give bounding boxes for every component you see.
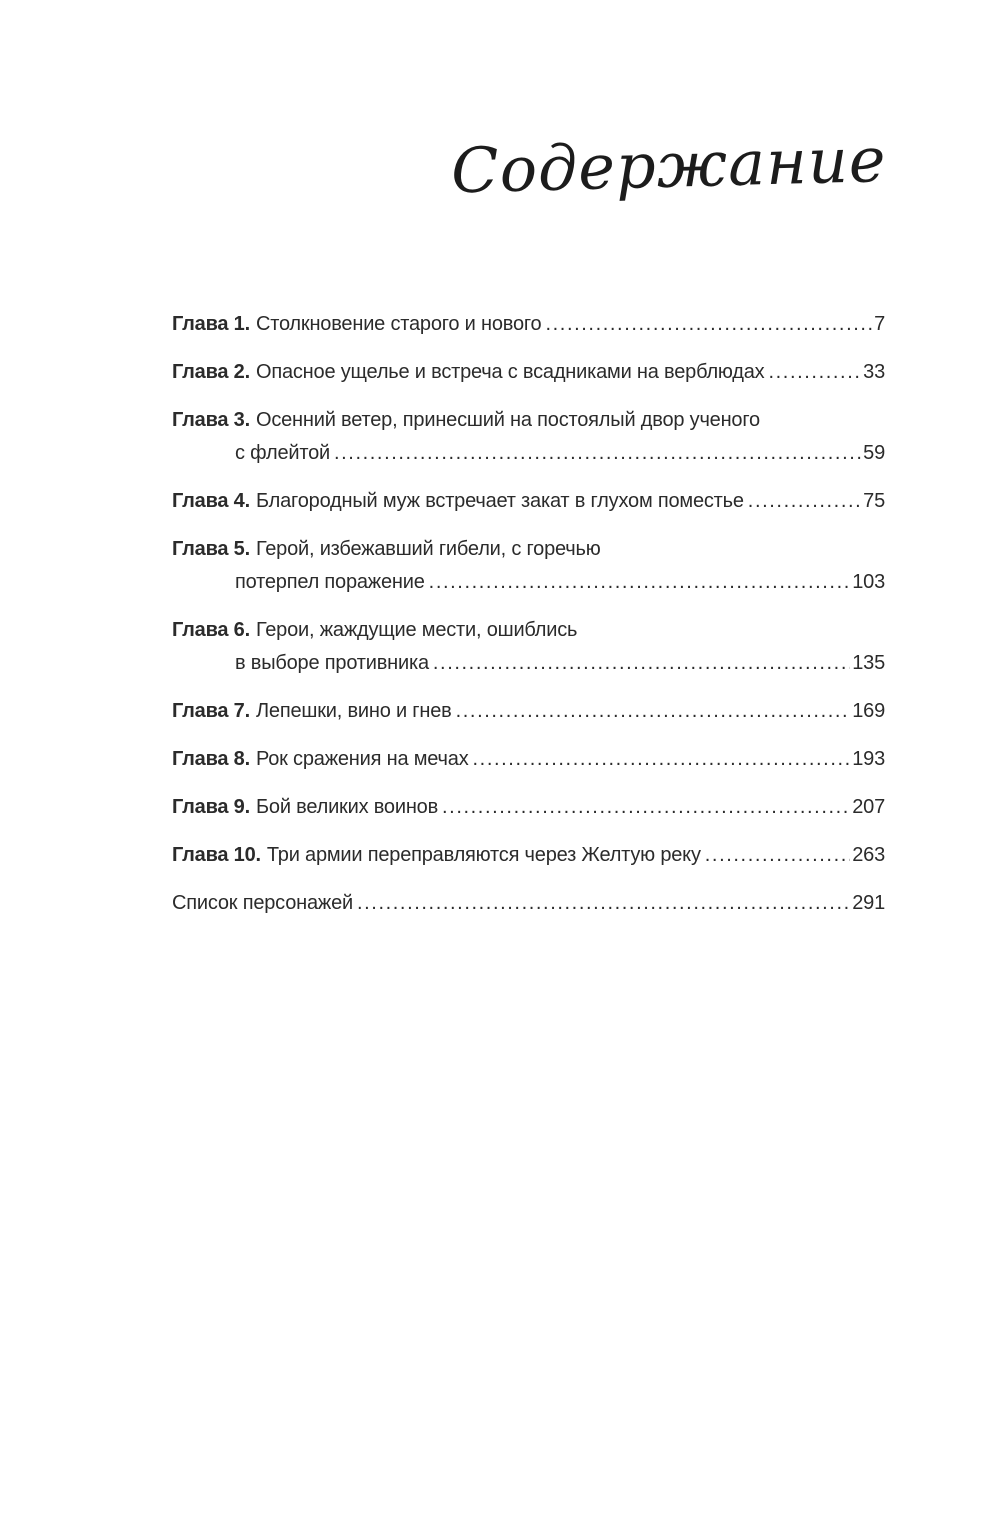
chapter-label: Глава 5. [172,538,250,560]
toc-entry-line [172,839,885,872]
toc-entry-line [172,791,885,824]
toc-entry-line [172,887,885,920]
page-number: 207 [852,796,885,818]
toc-entry [172,533,885,599]
chapter-label: Глава 4. [172,490,250,512]
dot-leader [705,839,850,872]
chapter-label: Глава 10. [172,844,261,866]
dot-leader [473,743,851,776]
dot-leader [357,887,850,920]
chapter-title-text: Бой великих воинов [255,796,439,818]
toc-entry-line [172,614,885,647]
toc-entry-line [172,404,885,437]
toc-entry-line [172,485,885,518]
toc-entry [172,743,885,776]
chapter-title-text: Герой, избежавший гибели, с горечью [255,538,601,560]
page-number: 193 [852,748,885,770]
page-number: 75 [863,490,885,512]
toc-entry [172,791,885,824]
chapter-label: Глава 7. [172,700,250,722]
dot-leader [545,308,872,341]
chapter-title-text: потерпел поражение [235,571,425,593]
toc-list [172,308,885,920]
chapter-title-text: Столкновение старого и нового [255,313,542,335]
dot-leader [456,695,851,728]
chapter-title-text: Благородный муж встречает закат в глухом поместье [255,490,744,512]
dot-leader [433,647,850,680]
toc-entry [172,839,885,872]
toc-entry-line [172,743,885,776]
chapter-label: Глава 1. [172,313,250,335]
toc-entry [172,308,885,341]
chapter-label: Глава 9. [172,796,250,818]
toc-entry [172,404,885,470]
page-number: 263 [852,844,885,866]
chapter-title-text: Список персонажей [172,892,353,914]
chapter-label: Глава 6. [172,619,250,641]
toc-entry-line [172,566,885,599]
toc-entry-line [172,647,885,680]
chapter-label: Глава 8. [172,748,250,770]
chapter-title-text: в выборе противника [235,652,429,674]
page-title: Содержание [450,122,888,208]
chapter-title-text: Рок сражения на мечах [255,748,469,770]
chapter-label: Глава 2. [172,361,250,383]
page-number: 59 [863,442,885,464]
dot-leader [334,437,861,470]
chapter-title-text: Три армии переправляются через Желтую реку [266,844,701,866]
page-number: 7 [874,313,885,335]
chapter-title-text: с флейтой [235,442,330,464]
toc-entry [172,695,885,728]
page-number: 169 [852,700,885,722]
toc-entry-line [172,356,885,389]
toc-entry [172,356,885,389]
toc-entry [172,485,885,518]
toc-entry-line [172,695,885,728]
chapter-title-text: Осенний ветер, принесший на постоялый двор ученого [255,409,760,431]
chapter-title-text: Герои, жаждущие мести, ошиблись [255,619,578,641]
page-number: 103 [852,571,885,593]
toc-entry [172,614,885,680]
dot-leader [748,485,861,518]
toc-entry [172,887,885,920]
toc-entry-line [172,437,885,470]
dot-leader [442,791,850,824]
chapter-label: Глава 3. [172,409,250,431]
page-number: 291 [852,892,885,914]
page-number: 33 [863,361,885,383]
page-number: 135 [852,652,885,674]
chapter-title-text: Опасное ущелье и встреча с всадниками на верблюдах [255,361,765,383]
toc-entry-line [172,308,885,341]
chapter-title-text: Лепешки, вино и гнев [255,700,452,722]
toc-entry-line [172,533,885,566]
dot-leader [768,356,861,389]
dot-leader [429,566,851,599]
